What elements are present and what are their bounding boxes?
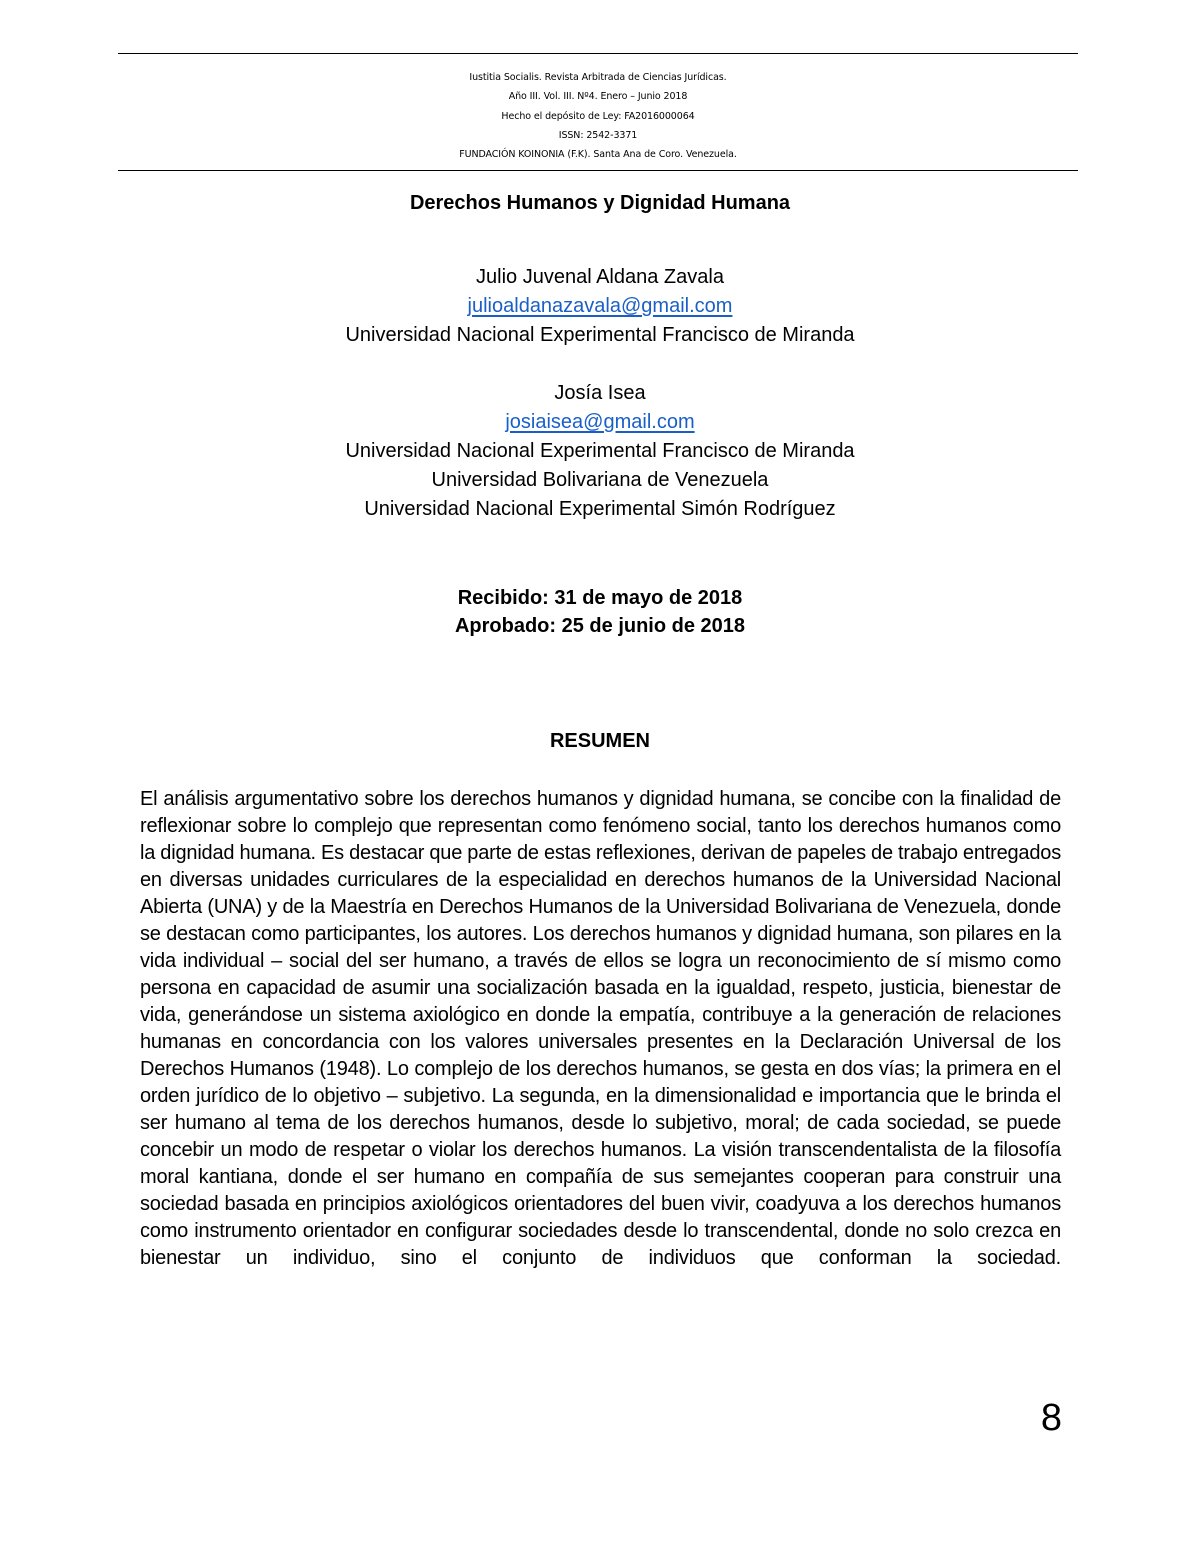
header-top-rule <box>118 53 1078 54</box>
header-bottom-rule <box>118 170 1078 171</box>
issn: ISSN: 2542-3371 <box>558 129 638 141</box>
journal-issue: Año III. Vol. III. Nº4. Enero – Junio 2018 <box>508 91 688 103</box>
received-date: Recibido: 31 de mayo de 2018 <box>457 587 743 609</box>
author-affiliation: Universidad Nacional Experimental Francisco de Miranda <box>345 440 855 462</box>
page-number: 8 <box>1040 1397 1062 1439</box>
journal-name: Iustitia Socialis. Revista Arbitrada de Ciencias Jurídicas. <box>469 72 727 83</box>
author-name: Julio Juvenal Aldana Zavala <box>476 266 724 288</box>
author-name: Josía Isea <box>554 382 646 404</box>
author-affiliation: Universidad Nacional Experimental Simón Rodríguez <box>364 498 836 520</box>
article-title: Derechos Humanos y Dignidad Humana <box>409 192 791 214</box>
publisher: FUNDACIÓN KOINONIA (F.K). Santa Ana de Coro. Venezuela. <box>459 149 737 161</box>
abstract-text: El análisis argumentativo sobre los derechos humanos y dignidad humana, se concibe con la finalidad de reflexionar sobre lo complejo que representan como fenómeno social, tanto los derechos humanos como la dignidad humana. Es destacar que parte de estas reflexiones, derivan de papeles de trabajo entregados en diversas unidades curriculares de la especialidad en derechos humanos de la Universidad Nacional Abierta (UNA) y de la Maestría en Derechos Humanos de la Universidad Bolivariana de Venezuela, donde se destacan como participantes, los autores. Los derechos humanos y dignidad humana, son pilares en la vida individual – social del ser humano, a través de ellos se logra un reconocimiento de sí mismo como persona en capacidad de asumir una socialización basada en la igualdad, respeto, justicia, bienestar de vida, generándose un sistema axiológico en donde la empatía, contribuye a la generación de relaciones humanas en concordancia con los valores universales presentes en la Declaración Universal de los Derechos Humanos (1948). Lo complejo de los derechos humanos, se gesta en dos vías; la primera en el orden jurídico de lo objetivo – subjetivo. La segunda, en la dimensionalidad e importancia que le brinda el ser humano al tema de los derechos humanos, desde lo subjetivo, moral; de cada sociedad, se puede concebir un modo de respetar o violar los derechos humanos. La visión transcendentalista de la filosofía moral kantiana, donde el ser humano en compañía de sus semejantes cooperan para construir una sociedad basada en principios axiológicos orientadores del buen vivir, coadyuva a los derechos humanos como instrumento orientador en configurar sociedades desde lo transcendental, donde no solo crezca en bienestar un individuo, sino el conjunto de individuos que conforman la sociedad. <box>140 788 1061 1269</box>
author-block-1 <box>118 263 1082 350</box>
author-email-link[interactable]: josiaisea@gmail.com <box>505 411 695 433</box>
author-affiliation: Universidad Bolivariana de Venezuela <box>431 469 769 491</box>
legal-deposit: Hecho el depósito de Ley: FA2016000064 <box>501 110 695 122</box>
submission-dates <box>118 584 1082 640</box>
abstract-heading: RESUMEN <box>549 730 650 752</box>
journal-header <box>118 68 1078 164</box>
author-email-link[interactable]: julioaldanazavala@gmail.com <box>467 295 733 317</box>
author-affiliation: Universidad Nacional Experimental Francisco de Miranda <box>345 324 855 346</box>
author-block-2 <box>118 379 1082 524</box>
approved-date: Aprobado: 25 de junio de 2018 <box>454 615 746 637</box>
